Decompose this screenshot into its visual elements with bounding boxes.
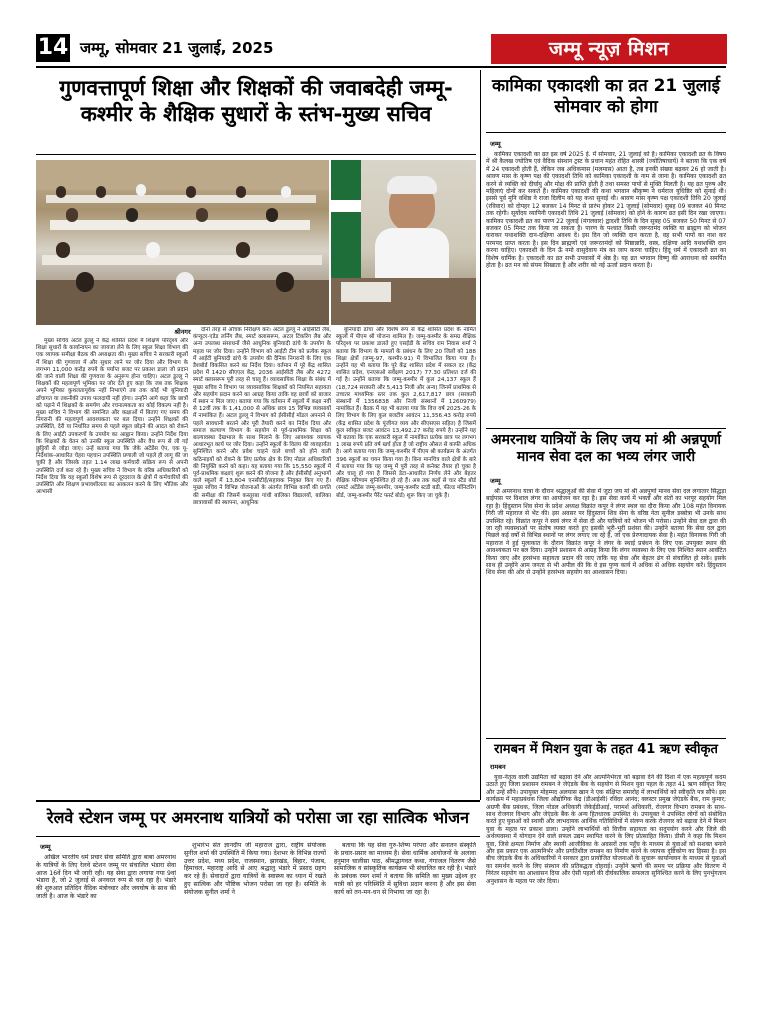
main-story-col3: बुनियादी ढाँचा और विशेष रूप से केंद्र शासित प्रदेश के नामित स्कूलों में पीएम श्री योजना शामिल है। जम्मू-कश्मीर के समग्र शैक्षिक परिदृश्य पर प्रकाश डालते हुए एसईडी के सचिव राम निवास शर्मा ने बताया कि विभाग के मामलों के प्रबंधन के लिए 20 जिलों को 188 शिक्षा क्षेत्रों (जम्मू-97, कश्मीर-91) में विभाजित किया गया है। उन्होंने यह भी बताया कि पूरे केंद्र शासित प्रदेश में सकल दर (केंद्र शासित प्रदेश, एनएसओ सर्वेक्षण 2017) 77.30 प्रतिशत दर्ज की गई है। उन्होंने बताया कि जम्मू-कश्मीर में कुल 24,137 स्कूल हैं (18,724 सरकारी और 5,413 निजी और अन्य) जिनमें प्राथमिक से उच्चतर माध्यमिक स्तर तक कुल 2,617,817 छात्र (सरकारी संस्थानों में 1356838 और निजी संस्थानों में 1260979) नामांकित हैं। बैठक में यह भी बताया गया कि वित्त वर्ष 2025-26 के लिए विभाग के लिए कुल बजटीय आवंटन 11,356.43 करोड़ रुपये (केंद्र शासित प्रदेश के पूंजीगत व्यय और सीएसएस सहित) है जिसमें कुल स्वीकृत बजट आवंटन 13,492.27 करोड़ रुपये है। उन्होंने यह भी बताया कि एक सरकारी स्कूल में नामांकित प्रत्येक छात्र पर लगभग 1 लाख रुपये प्रति वर्ष खर्च होता है जो राष्ट्रीय औसत से काफी अधिक है। आगे बताया गया कि जम्मू-कश्मीर में पीएम श्री कार्यक्रम के अंतर्गत 396 स्कूलों का चयन किया गया है। बिना मानचित्र वाले क्षेत्रों के बारे में बताया गया कि यह जम्मू में पूरी तरह से कनेक्ट तैयार हो चुका है और चालू हो गया है जिससे डेटा-आधारित निर्णय लेने और बेहतर शैक्षिक परिणाम सुनिश्चित हो रहे हैं। अब तक कहाँ से चार स्टैंड बोर्ड (स्मार्ट अटेंडेंस जम्मू-कश्मीर, जम्मू-कश्मीर स्टडी बडी, फील्ड मॉनिटरिंग बोर्ड, जम्मू-कश्मीर पैरेंट फर्स्ट बोर्ड) शुरू किए जा चुके हैं।	[336, 327, 476, 499]
railway-col1: अखिल भारतीय धर्म प्रचार सेवा समिति द्वारा बाबा अमरनाथ के यात्रियों के लिए रेलवे स्टेशन जम्मू पर संचालित भंडारा सेवा आज 16वें दिन भी जारी रही। यह सेवा द्वारा लगाया गया 9वां भंडारा है, जो 2 जुलाई से अनवरत रूप से चल रहा है। भंडारे की शुरुआत प्रतिदिन वैदिक मंत्रोच्चार और जयघोष के साथ की जाती है। आज के भंडारे का	[36, 854, 176, 900]
main-headline-rule	[36, 154, 476, 155]
ramban-top-rule	[486, 738, 726, 739]
column-divider	[480, 70, 481, 800]
chief-secretary-photo	[331, 160, 476, 325]
ramban-headline: रामबन में मिशन युवा के तहत 41 ऋण स्वीकृत	[494, 742, 718, 757]
header-rule	[36, 66, 726, 68]
date-line: जम्मू, सोमवार 21 जुलाई, 2025	[80, 39, 274, 57]
railway-col2: शुभारंभ संत ज्ञानदीप जी महाराज द्वारा, राष्ट्रीय संयोजक सुनील शर्मा की उपस्थिति में किया गया। देशभर के विभिन्न राज्यों उत्तर प्रदेश, मध्य प्रदेश, राजस्थान, झारखंड, बिहार, पंजाब, हिमाचल, महाराष्ट्र आदि से आए श्रद्धालु भंडारे में प्रसाद ग्रहण कर रहे हैं। सेवादारों द्वारा यात्रियों के स्वास्थ्य का ध्यान में रखते हुए सात्विक और पौष्टिक भोजन परोसा जा रहा है। समिति के संयोजक सुनील शर्मा ने	[184, 842, 326, 896]
railway-top-rule	[36, 800, 480, 802]
ramban-body: युवा-नेतृत्व वाली उद्यमिता को बढ़ावा देने और आत्मनिर्भरता को बढ़ावा देने की दिशा में एक महत्वपूर्ण कदम उठाते हुए जिला प्रशासन रामबन ने जेएंडके बैंक के सहयोग से मिशन युवा पहल के तहत 41 ऋण स्वीकृत किए और उन्हें सौंपे। उपायुक्त मोहम्मद अलयास खान ने एक संक्षिप्त समारोह में लाभार्थियों को स्वीकृति पत्र सौंपे। इस कार्यक्रम में महाप्रबंधक जिला औद्योगिक केंद्र (डीआईसी) रविंदर आनंद; क्लस्टर प्रमुख जेएंडके बैंक, राम कुमार; अग्रणी बैंक प्रबंधक, जिला नोडल अधिकारी जेकेईडीआई, परामर्श अधिकारी, रोजगार विभाग रामबन के साथ-साथ रोजगार विभाग और जेएंडके बैंक के अन्य हितधारक उपस्थित थे। उपायुक्त ने उपस्थित लोगों को संबोधित करते हुए युवाओं को स्थायी और लाभदायक आर्थिक गतिविधियों में संलग्न करके रोजगार को बढ़ावा देने में मिशन युवा के महत्व पर प्रकाश डाला। उन्होंने लाभार्थियों को वित्तीय सहायता का सदुपयोग करने और जिले की अर्थव्यवस्था में योगदान देने वाले सफल उद्यम स्थापित करने के लिए प्रोत्साहित किया। डीसी ने कहा कि मिशन युवा, जिसे क्षमता निर्माण और स्थायी आजीविका के अवसरों तक पहुँच के माध्यम से युवाओं को सशक्त बनाने और इस प्रकार एक आत्मनिर्भर और प्रगतिशील रामबन का निर्माण करने के व्यापक दृष्टिकोण का हिस्सा है। इस बीच जेएंडके बैंक के अधिकारियों ने सरकार द्वारा प्रायोजित योजनाओं के सुचारू कार्यान्वयन के माध्यम से युवाओं का समर्थन करने के लिए संस्थान की प्रतिबद्धता दोहराई। उन्होंने ऋणों की समय पर प्रक्रिया और वितरण में निरंतर सहयोग का आश्वासन दिया और ऐसी पहलों की दीर्घकालिक सफलता सुनिश्चित करने के लिए पुनर्भुगतान अनुशासन के महत्व पर जोर दिया।	[486, 774, 726, 885]
main-story-col2: दोनों तरह से औचक निरीक्षण करें। अटल डुल्लू ने आईसीटी लैब, कंप्यूटर-एडेड लर्निंग लैब, स्मार्ट क्लासरूम, अटल टिंकरिंग लैब और अन्य उपलब्ध संसाधनों जैसे आधुनिक बुनियादी ढांचे के उपयोग के महत्व पर जोर दिया। उन्होंने विभाग को आईटी टीम को प्रत्येक स्कूल में आईटी बुनियादी ढांचे के उपयोग की दैनिक निगरानी के लिए एक डैशबोर्ड विकसित करने का निर्देश दिया। वर्तमान में पूरे केंद्र शासित प्रदेश में 1420 सीएएल केंद्र, 2036 आईसीटी लैब और 4272 स्मार्ट क्लासरूम पूरी तरह से चालू हैं। व्यावसायिक शिक्षा के संबंध में मुख्य सचिव ने विभाग पर व्यावसायिक शिक्षकों को नियमित सहायता और सहयोग प्रदान करने का आग्रह किया ताकि वह छात्रों को बाजार में स्थान न मिल जाए। बताया गया कि वर्तमान में स्कूलों में कक्षा नवीं से 12वीं तक के 1,41,000 से अधिक छात्र 15 विभिन्न व्यवसायों में नामांकित हैं। अटल डुल्लू ने विभाग को ईसीसीई मॉडल अपनाने से पहले सावधानी बरतने और पूरी तैयारी करने का निर्देश दिया और समाज कल्याण विभाग के सहयोग से पूर्व-प्राथमिक शिक्षा को बाल्यावस्था देखभाल के साथ मिलाने के लिए आवश्यक व्यापक आधारभूत कार्य पर जोर दिया। उन्होंने स्कूलों के विलय की व्यवहार्यता सुनिश्चित करने और प्रवेश चाहने वाले बच्चों को होने वाली कठिनाइयों को रोकने के लिए प्रत्येक क्षेत्र के लिए नोडल अधिकारियों की नियुक्ति करने को कहा। यह बताया गया कि 15,550 स्कूलों में पूर्व-प्राथमिक कक्षाएं शुरू करने की योजना है और ईसीसीई अनुभागों वाले स्कूलों में 13,804 एनसीटीई/सहायक नियुक्त किए गए हैं। मुख्य सचिव ने विभिन्न योजनाओं के अंतर्गत विभिन्न कार्यों की प्रगति की समीक्षा की जिसमें कस्तूरबा गांधी बालिका विद्यालयों, बालिका छात्रावासों की स्थापना, आधुनिक	[193, 327, 331, 506]
page-number: 14	[37, 35, 69, 60]
photo-caption: श्रीनगर	[174, 328, 191, 336]
kamika-headline: कामिका एकादशी का व्रत 21 जुलाई सोमवार को होगा	[491, 76, 721, 117]
ramban-dateline: रामबन	[490, 763, 506, 771]
kamika-rule	[486, 132, 726, 133]
railway-headline: रेलवे स्टेशन जम्मू पर अमरनाथ यात्रियों को परोसा जा रहा सात्विक भोजन	[47, 808, 469, 827]
amarnath-headline: अमरनाथ यात्रियों के लिए जय मां श्री अन्नपूर्णा मानव सेवा दल का भव्य लंगर जारी	[490, 432, 722, 466]
kamika-dateline: जम्मू	[490, 140, 501, 148]
main-story-col1: मुख्य सचिव अटल डुल्लू ने केंद्र शासित प्रदेश में शिक्षण परिदृश्य और शिक्षा सुधारों के कार्यान्वयन का जायजा लेने के लिए स्कूल शिक्षा विभाग की एक व्यापक समीक्षा बैठक की अध्यक्षता की। मुख्य सचिव ने सरकारी स्कूलों में शिक्षा की गुणवत्ता में और सुधार लाने पर जोर दिया और विभाग के लगभग 11,000 करोड़ रुपये के पर्याप्त बजट पर प्रकाश डाला जो प्रदान की जाने वाली शिक्षा की गुणवत्ता के अनुरूप होना चाहिए। अटल डुल्लू ने शिक्षकों की महत्वपूर्ण भूमिका पर जोर देते हुए कहा कि जब तक शिक्षक अपने भूमिका कुशलतापूर्वक नहीं निभाएंगे तब तक कोई भी बुनियादी ढाँचागत या तकनीकी उपाय फलदायी नहीं होगा। उन्होंने आगे कहा कि छात्रों को पढ़ाने में शिक्षकों के समर्पण और रचनात्मकता का कोई विकल्प नहीं है। मुख्य सचिव ने विभाग की समन्वित और कक्षाओं में बिताए गए समय की निगरानी की महत्वपूर्ण आवश्यकता पर बल दिया। उन्होंने शिक्षकों की उपस्थिति, देरी या निर्धारित समय से पहले स्कूल छोड़ने की आदत को रोकने के लिए आईटी उपकरणों के उपयोग का आह्वान किया। उन्होंने निर्देश दिया कि शिक्षकों के वेतन को उनकी स्कूल उपस्थिति और वैध रूप से ली गई छुट्टियों से जोड़ा जाए। उन्हें बताया गया कि जेके अटेंडेंस ऐप, एक यू-निर्देशांक-आधारित चेहरा पहचान उपस्थिति प्रणाली जो पहले ही लागू की जा चुकी है और जिसके तहत 1.14 लाख कर्मचारी सक्रिय रूप से अपनी उपस्थिति दर्ज करा रहे हैं। मुख्य सचिव ने विभाग के वरिष्ठ अधिकारियों को निर्देश दिया कि वह स्कूलों विशेष रूप से दूरदराज के क्षेत्रों में कर्मचारियों की उपस्थिति और शिक्षण प्रभावशीलता का आकलन करने के लिए भौतिक और आभासी	[36, 338, 188, 496]
meeting-photo-left	[36, 160, 329, 325]
railway-col3: बताया कि यह सेवा गुरु-शिष्य परंपरा और सनातन संस्कृति के प्रचार-प्रसार का माध्यम है। सेवा धार्मिक आयोजनों के अलावा हनुमान चालीसा पाठ, श्रीमद्भागवत कथा, गंगाजल वितरण जैसे सामाजिक व सांस्कृतिक कार्यक्रम भी संचालित कर रही है। भंडारे के प्रबंधक रमन शर्मा ने बताया कि समिति का मुख्य उद्देश्य हर यात्री को हर परिस्थिति में सुविधा प्रदान करना है और इस सेवा कार्य को तन-मन-धन से निभाया जा रहा है।	[334, 842, 476, 896]
amarnath-dateline: जम्मू	[490, 477, 501, 485]
main-headline: गुणवत्तापूर्ण शिक्षा और शिक्षकों की जवाबदेही जम्मू-कश्मीर के शैक्षिक सुधारों के स्तंभ-मुख्य सचिव	[59, 76, 453, 126]
railway-dateline: जम्मू	[40, 843, 51, 851]
masthead: जम्मू न्यूज़ मिशन	[491, 34, 727, 64]
amarnath-top-rule	[486, 428, 726, 429]
kamika-body: कामिका एकादशी का व्रत इस वर्ष 2025 ई. में सोमवार, 21 जुलाई को है। कामिका एकादशी व्रत के विषय में श्री कैलख ज्योतिष एवं वैदिक संस्थान ट्रस्ट के प्रधान महंत रोहित शास्त्री (ज्योतिषाचार्य) ने बताया कि एक वर्ष में 24 एकादशी होती हैं, लेकिन जब अधिकमास (मलमास) आता है, तब इनकी संख्या बढ़कर 26 हो जाती है। श्रावण मास के कृष्ण पक्ष की एकादशी तिथि को कामिका एकादशी के नाम से जाना है। कामिका एकादशी व्रत करने से व्यक्ति को दीर्घायु और मोक्ष की प्राप्ति होती है तथा समस्त पापों से मुक्ति मिलती है। यह व्रत पुरुष और महिलाएं दोनों कर सकते हैं। कामिका एकादशी की कथा भगवान श्रीकृष्ण ने धर्मराज युधिष्ठिर को सुनाई थी। इससे पूर्व मुनि वशिष्ठ ने राजा दिलीप को यह कथा सुनाई थी। श्रावण मास कृष्ण पक्ष एकादशी तिथि 20 जुलाई (रविवार) को दोपहर 12 बजकर 14 मिनट से प्रारंभ होकर 21 जुलाई (सोमवार) सुबह 09 बजकर 40 मिनट तक रहेगी। सूर्योदय व्यापिनी एकादशी तिथि 21 जुलाई (सोमवार) को होने के कारण व्रत इसी दिन रखा जाएगा। कामिका एकादशी व्रत का पारण 22 जुलाई (मंगलवार) द्वादशी तिथि के दिन सुबह 05 बजकर 50 मिनट से 07 बजकर 05 मिनट तक किया जा सकता है। पारण के पश्चात किसी जरूरतमंद व्यक्ति या ब्राह्मण को भोजन कराकर यथाशक्ति दान-दक्षिणा अवश्य दें। इस दिन जो व्यक्ति दान करता है, वह सभी पापों का नाश कर परमपद प्राप्त करता है। इस दिन ब्राह्मणों एवं जरूरतमंदों को मिष्ठान्नादि, वस्त्र, दक्षिणा आदि यथाशक्ति दान करना चाहिए। एकादशी के दिन ऊँ नमो वासुदेवाय मंत्र का जाप करना चाहिए। हिंदू धर्म में एकादशी व्रत का विशेष धार्मिक है। एकादशी का व्रत सभी उपवासों में श्रेष्ठ है। यह व्रत भगवान विष्णु की आराधना को समर्पित होता है। व्रत मन को संयम सिखाता है और शरीर को नई ऊर्जा प्रदान करता है।	[486, 151, 726, 270]
railway-headline-rule	[36, 836, 480, 837]
amarnath-body: श्री अमरनाथ यात्रा के दौरान श्रद्धालुओं की सेवा में जुटा जय मां श्री अन्नपूर्णा मानव सेवा दल लगातार सिद्धड़ा बाईपास पर विशाल लंगर का आयोजन कर रहा है। इस सेवा कार्य में भक्तों और संतों का भरपूर सहयोग मिल रहा है। हिंदुस्तान शिव सेना के प्रदेश अध्यक्ष विक्रांत कपूर ने लंगर स्थल का दौरा किया और 108 महंत विनायक गिरी जी महाराज से भेंट की। इस अवसर पर हिंदुस्तान शिव सेना के वरिष्ठ नेता सुनील डब्बोत्रा भी उनके साथ उपस्थित रहे। विक्रांत कपूर ने स्वयं लंगर में सेवा दी और यात्रियों को भोजन भी परोसा। उन्होंने सेवा दल द्वारा की जा रही व्यवस्थाओं पर संतोष व्यक्त करते हुए इसकी भूरी-भूरी प्रशंसा की। उन्होंने बताया कि सेवा दल द्वारा पिछले कई वर्षों से विभिन्न स्थानों पर लंगर लगाए जा रहे हैं, जो एक प्रेरणादायक सेवा है। महंत विनायक गिरी जी महाराज ने हुई मुलाकात के दौरान विक्रांत कपूर ने लंगर के स्थाई प्रबंधन के लिए एक उपयुक्त स्थान की आवश्यकता पर बल दिया। उन्होंने प्रशासन से आग्रह किया कि लंगर व्यवस्था के लिए एक निश्चित स्थान आवंटित किया जाए और हरसंभव सहायता प्रदान की जाए ताकि यह सेवा और बेहतर ढंग से संचालित हो सके। इसके साथ ही उन्होंने आम जनता से भी अपील की कि वे इस पुण्य कार्य में अधिक से अधिक सहयोग करें। हिंदुस्तान शिव सेना की ओर से उन्होंने हरसंभव सहयोग का आश्वासन दिया।	[486, 488, 726, 577]
